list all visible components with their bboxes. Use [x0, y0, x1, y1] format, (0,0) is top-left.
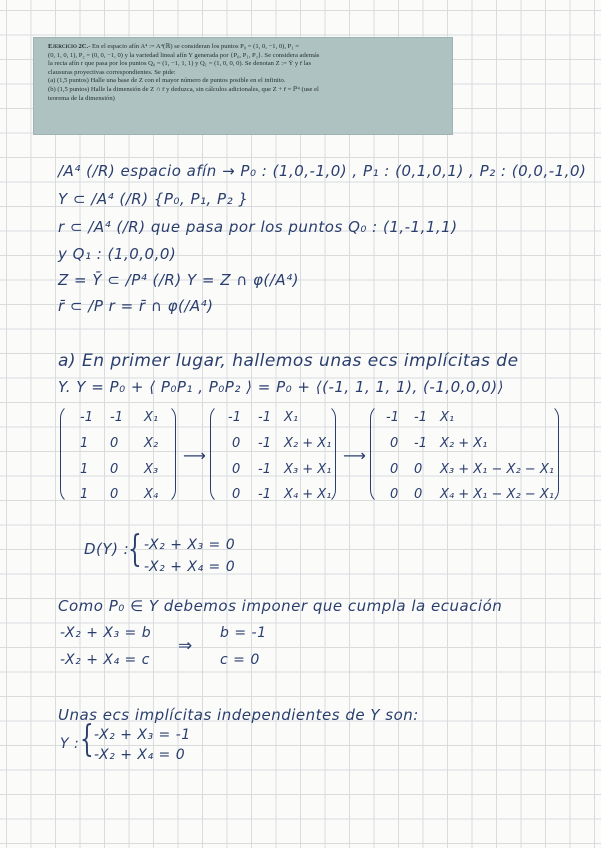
matrix-cell: 0: [390, 487, 399, 502]
matrix-cell: 0: [414, 462, 423, 477]
matrix-cell: -1: [258, 462, 271, 477]
matrix-cell: 0: [110, 462, 119, 477]
system-label: D(Y) :: [84, 540, 130, 558]
matrix-cell: 0: [110, 436, 119, 451]
equation: -X₂ + X₃ = 0: [144, 537, 236, 553]
note-line: /A⁴ (/R) espacio afín → P₀ : (1,0,-1,0) , P₁ : (0,1,0,1) , P₂ : (0,0,-1,0): [58, 162, 587, 180]
problem-line: (0, 1, 0, 1), P₂ = (0, 0, −1, 0) y la variedad lineal afín Y generada por {P₀, P₁, P₂}. Se considera además: [48, 51, 320, 59]
matrix-cell: X₂: [144, 436, 159, 451]
right-paren: [162, 404, 176, 504]
matrix-cell: X₃: [144, 462, 159, 477]
matrix-cell: 0: [232, 462, 241, 477]
problem-statement: [34, 38, 452, 134]
problem-line: En el espacio afín A⁴ := A⁴(ℝ) se consideran los puntos P₀ = (1, 0, −1, 0), P₁ =: [90, 43, 299, 50]
arrow-icon: ⟶: [343, 446, 366, 465]
arrow-icon: ⟶: [183, 446, 206, 465]
section-a-heading: a) En primer lugar, hallemos unas ecs implícitas de: [58, 351, 519, 371]
matrix-cell: -1: [228, 410, 241, 425]
matrix-cell: X₁: [440, 410, 455, 425]
problem-line: (b) (1,5 puntos) Halle la dimensión de Z ∩ r̄ y deduzca, sin cálculos adicionales, que Z + r̄ = ℙ⁴ (use el: [48, 85, 319, 93]
note-line: y Q₁ : (1,0,0,0): [58, 245, 177, 263]
brace-icon: {: [80, 719, 94, 760]
note-line: Unas ecs implícitas independientes de Y son:: [58, 706, 419, 724]
left-paren: [370, 404, 384, 504]
note-line: r̄ ⊂ /P r = r̄ ∩ φ(/A⁴): [58, 297, 214, 315]
equation: -X₂ + X₄ = 0: [144, 559, 236, 575]
equation: b = -1: [220, 625, 267, 641]
left-paren: [210, 404, 224, 504]
matrix-cell: X₄ + X₁: [284, 487, 332, 502]
note-line: Y ⊂ /A⁴ (/R) {P₀, P₁, P₂ }: [58, 190, 249, 208]
system-label: Y :: [60, 736, 80, 752]
note-line: Y. Y = P₀ + ⟨ P₀P₁ , P₀P₂ ⟩ = P₀ + ⟨(-1, 1, 1, 1), (-1,0,0,0)⟩: [58, 378, 504, 396]
right-paren: [545, 404, 559, 504]
matrix-cell: 0: [390, 436, 399, 451]
matrix-cell: 1: [80, 462, 89, 477]
matrix-cell: 0: [232, 436, 241, 451]
matrix-cell: 0: [414, 487, 423, 502]
equation: -X₂ + X₃ = -1: [94, 727, 191, 743]
problem-line: la recta afín r que pasa por los puntos Q₀ = (1, −1, 1, 1) y Q₁ = (1, 0, 0, 0). Se denotan Z := Ȳ y r̄ las: [48, 60, 312, 68]
matrix-cell: -1: [258, 436, 271, 451]
matrix-cell: X₁: [284, 410, 299, 425]
note-line: Z = Ȳ ⊂ /P⁴ (/R) Y = Z ∩ φ(/A⁴): [58, 271, 299, 289]
equation: c = 0: [220, 652, 260, 668]
matrix-cell: -1: [414, 410, 427, 425]
equation: -X₂ + X₄ = 0: [94, 747, 186, 763]
brace-icon: {: [128, 529, 142, 570]
right-paren: [322, 404, 336, 504]
note-line: Como P₀ ∈ Y debemos imponer que cumpla la ecuación: [58, 597, 503, 615]
matrix-cell: X₄: [144, 487, 159, 502]
matrix-cell: 1: [80, 436, 89, 451]
matrix-cell: X₃ + X₁: [284, 462, 332, 477]
matrix-cell: 0: [110, 487, 119, 502]
matrix-cell: X₁: [144, 410, 159, 425]
matrix-cell: -1: [80, 410, 93, 425]
matrix-cell: X₃ + X₁ − X₂ − X₁: [440, 462, 554, 477]
matrix-cell: -1: [110, 410, 123, 425]
matrix-cell: 0: [232, 487, 241, 502]
problem-line: (a) (1,5 puntos) Halle una base de Z con el mayor número de puntos posible en el infinito.: [48, 77, 286, 85]
matrix-cell: X₂ + X₁: [284, 436, 332, 451]
problem-heading: Ejercicio 2C.-: [48, 43, 91, 50]
matrix-cell: X₂ + X₁: [440, 436, 488, 451]
equation: -X₂ + X₄ = c: [60, 652, 150, 668]
implies-icon: ⇒: [178, 636, 193, 656]
matrix-cell: -1: [414, 436, 427, 451]
matrix-cell: -1: [258, 410, 271, 425]
note-line: r ⊂ /A⁴ (/R) que pasa por los puntos Q₀ : (1,-1,1,1): [58, 218, 458, 236]
left-paren: [60, 404, 74, 504]
matrix-cell: -1: [386, 410, 399, 425]
matrix-cell: X₄ + X₁ − X₂ − X₁: [440, 487, 554, 502]
matrix-cell: 1: [80, 487, 89, 502]
matrix-cell: 0: [390, 462, 399, 477]
equation: -X₂ + X₃ = b: [60, 625, 152, 641]
matrix-cell: -1: [258, 487, 271, 502]
problem-line: clausuras proyectivas correspondientes. Se pide:: [48, 68, 176, 76]
problem-line: teorema de la dimensión): [48, 94, 115, 102]
